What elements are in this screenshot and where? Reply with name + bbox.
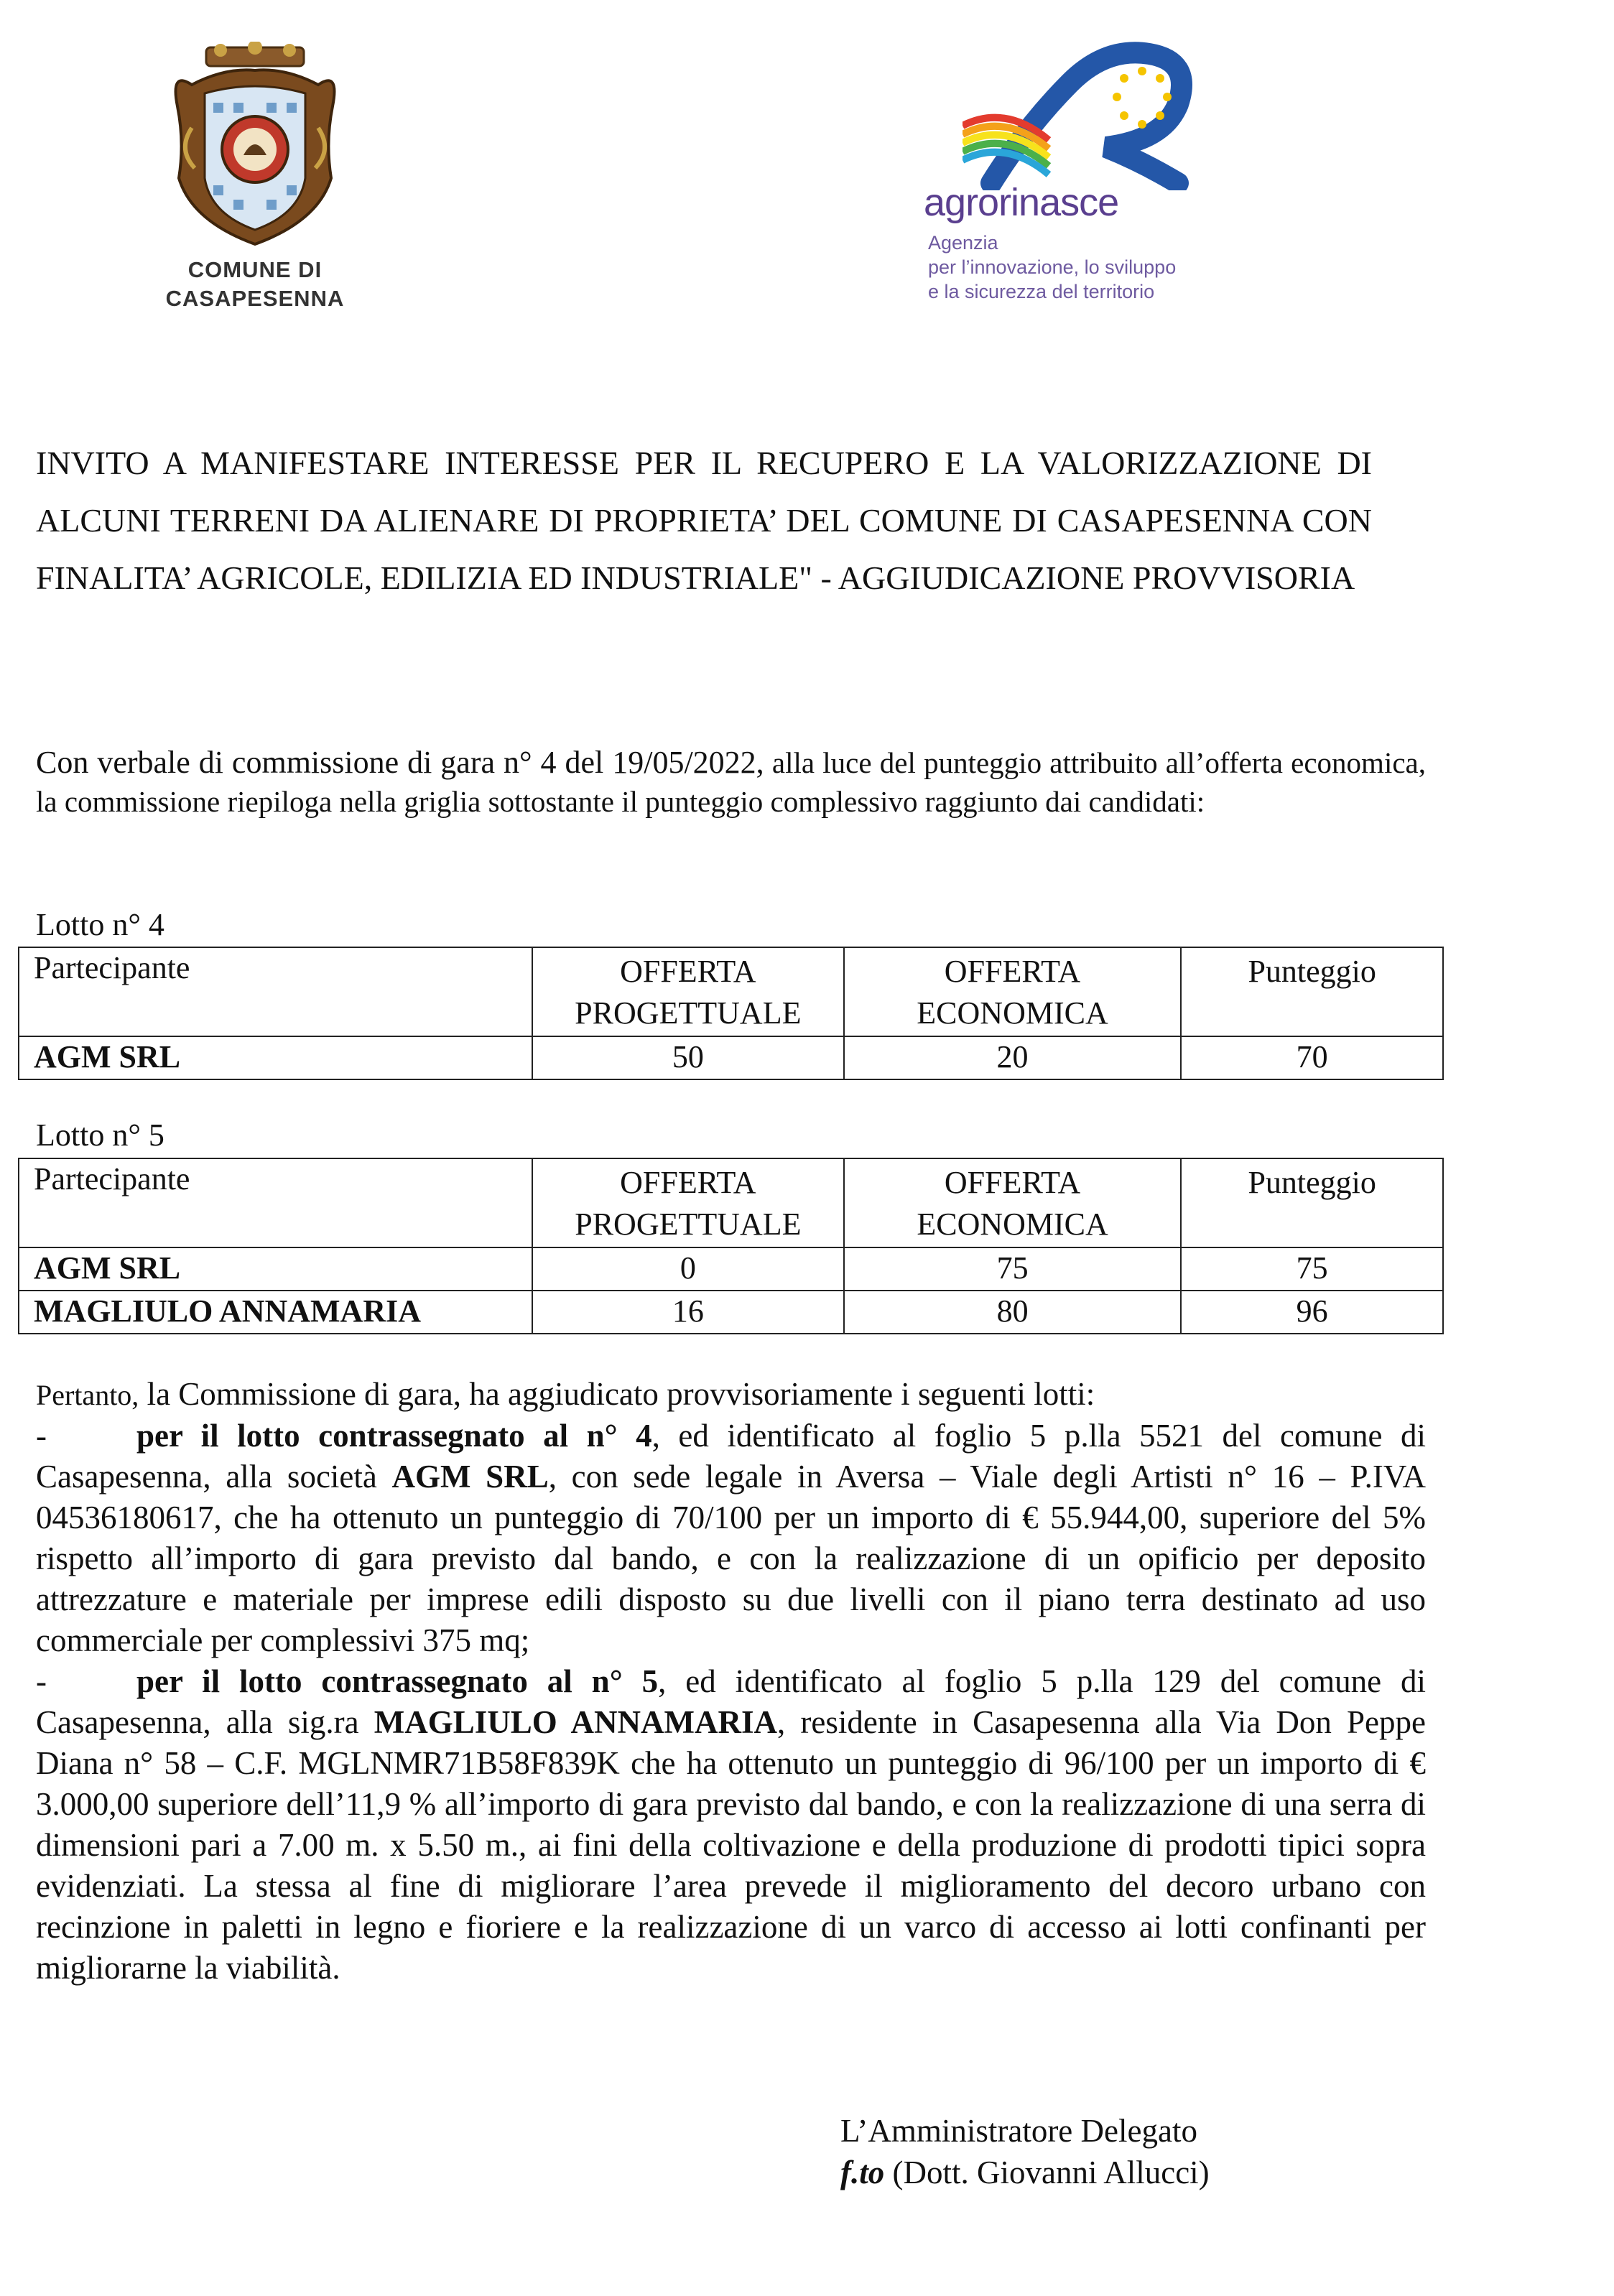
intro-lead: Con verbale di commissione di gara n° 4 del 19/05/2022,	[36, 745, 764, 780]
score-economica: 20	[844, 1036, 1182, 1079]
outcome-paragraph	[36, 1374, 1426, 1989]
award-lead: per il lotto contrassegnato al n° 5	[136, 1663, 659, 1699]
list-dash: -	[36, 1418, 47, 1454]
score-total: 70	[1181, 1036, 1443, 1079]
score-progettuale: 0	[532, 1247, 844, 1291]
table-header-row	[19, 1158, 1443, 1247]
lot-4-score-table	[18, 947, 1444, 1080]
award-item-lot-5: - per il lotto contrassegnato al n° 5, ed identificato al foglio 5 p.lla 129 del comune di Casapesenna, alla sig.ra MAGLIULO ANNAMARIA, residente in Casapesenna alla Via Don Peppe Diana n° 58 – C.F. MGLNMR71B58F839K che ha ottenuto un punteggio di 96/100 per un importo di € 3.000,00 superiore dell’11,9 % all’importo di gara previsto dal bando, e con la realizzazione di una serra di dimensioni pari a 7.00 m. x 5.50 m., ai fini della coltivazione e della produzione di prodotti tipici sopra evidenziati. La stessa al fine di migliorare l’area prevede il miglioramento del decoro urbano con recinzione in paletti in legno e fioriere e la realizzazione di un varco di accesso ai lotti confinanti per migliorarne la viabilità.	[36, 1661, 1426, 1989]
logo-tagline-line: per l’innovazione, lo sviluppo	[928, 256, 1177, 278]
signature-block	[840, 2110, 1210, 2193]
lot-5-score-table	[18, 1158, 1444, 1334]
intro-rest: alla luce del punteggio attribuito all’offerta economica, la commissione riepiloga nella griglia sottostante il punteggio complessivo raggiunto dai candidati:	[36, 746, 1426, 818]
signatory-name: (Dott. Giovanni Allucci)	[884, 2155, 1210, 2190]
logo-caption-line2: CASAPESENNA	[165, 286, 345, 311]
coat-of-arms-icon	[163, 42, 347, 250]
document-title: INVITO A MANIFESTARE INTERESSE PER IL RECUPERO E LA VALORIZZAZIONE DI ALCUNI TERRENI DA ALIENARE DI PROPRIETA’ DEL COMUNE DI CASAPESENNA CON FINALITA’ AGRICOLE, EDILIZIA ED INDUSTRIALE" - AGGIUDICAZIONE PROVVISORIA	[36, 445, 1372, 596]
fto-mark: f.to	[840, 2155, 885, 2190]
agrorinasce-mark-icon	[963, 39, 1221, 190]
score-total: 75	[1181, 1247, 1443, 1291]
header-punteggio: Punteggio	[1181, 1158, 1443, 1247]
awardee-name: AGM SRL	[391, 1459, 549, 1495]
header-participant: Partecipante	[19, 1158, 532, 1247]
logo-tagline-line: Agenzia	[928, 232, 998, 254]
table-row	[19, 1247, 1443, 1291]
table-row	[19, 1036, 1443, 1079]
score-progettuale: 16	[532, 1291, 844, 1334]
header-offerta-progettuale: OFFERTA PROGETTUALE	[532, 947, 844, 1036]
header-offerta-progettuale: OFFERTA PROGETTUALE	[532, 1158, 844, 1247]
outcome-intro: Pertanto, la Commissione di gara, ha aggiudicato provvisoriamente i seguenti lotti:	[36, 1376, 1095, 1412]
header-participant: Partecipante	[19, 947, 532, 1036]
intro-paragraph	[36, 743, 1426, 821]
table-row	[19, 1291, 1443, 1334]
award-lead: per il lotto contrassegnato al n° 4	[136, 1418, 652, 1454]
agrorinasce-logo	[919, 39, 1264, 327]
signatory-line	[840, 2152, 1210, 2193]
signatory-role: L’Amministratore Delegato	[840, 2113, 1197, 2149]
header-offerta-economica: OFFERTA ECONOMICA	[844, 1158, 1182, 1247]
comune-casapesenna-logo	[147, 42, 363, 315]
award-item-lot-4: - per il lotto contrassegnato al n° 4, ed identificato al foglio 5 p.lla 5521 del comune di Casapesenna, alla società AGM SRL, con sede legale in Aversa – Viale degli Artisti n° 16 – P.IVA 04536180617, che ha ottenuto un punteggio di 70/100 per un importo di € 55.944,00, superiore del 5% rispetto all’importo di gara previsto dal bando, e con la realizzazione di un opificio per deposito attrezzature e materiale per imprese edili disposto su due livelli con il piano terra destinato ad uso commerciale per complessivi 375 mq;	[36, 1416, 1426, 1661]
agrorinasce-wordmark: agrorinasce	[924, 181, 1119, 224]
score-economica: 75	[844, 1247, 1182, 1291]
header-punteggio: Punteggio	[1181, 947, 1443, 1036]
participant-name: AGM SRL	[19, 1036, 532, 1079]
header-offerta-economica: OFFERTA ECONOMICA	[844, 947, 1182, 1036]
participant-name: MAGLIULO ANNAMARIA	[19, 1291, 532, 1334]
lot-label: Lotto n° 5	[36, 1117, 164, 1153]
awardee-name: MAGLIULO ANNAMARIA	[374, 1704, 777, 1740]
score-economica: 80	[844, 1291, 1182, 1334]
participant-name: AGM SRL	[19, 1247, 532, 1291]
logo-caption-line1: COMUNE DI	[187, 257, 323, 282]
score-total: 96	[1181, 1291, 1443, 1334]
list-dash: -	[36, 1663, 47, 1699]
lot-label: Lotto n° 4	[36, 907, 164, 942]
table-header-row	[19, 947, 1443, 1036]
score-progettuale: 50	[532, 1036, 844, 1079]
logo-tagline-line: e la sicurezza del territorio	[928, 281, 1155, 302]
